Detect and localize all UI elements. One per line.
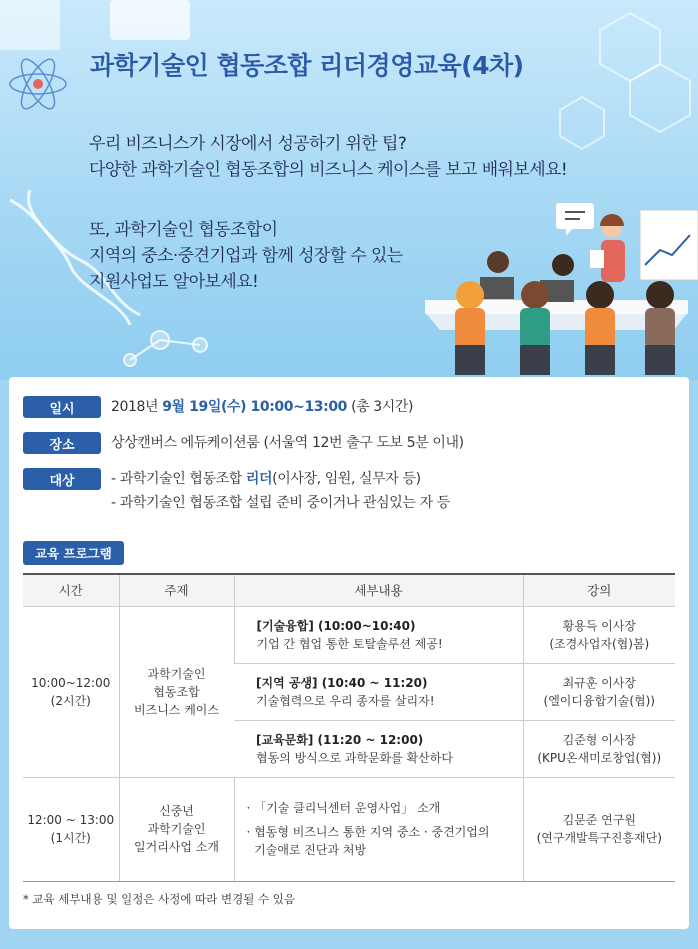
time-cell [23,777,119,881]
place-value: 상상캔버스 에듀케이션룸 (서울역 12번 출구 도보 5분 이내) [111,435,464,451]
detail-desc: 협동의 방식으로 과학문화를 확산하다 [256,750,453,765]
lecturer-name: 황용득 이사장 [562,618,636,633]
detail-desc: 기업 간 협업 통한 토탈솔루션 제공! [256,636,443,651]
detail-cell [234,663,523,720]
topic-cell [119,777,234,881]
date-row [23,396,413,419]
detail-title: [기술융합] (10:00~10:40) [256,618,416,633]
time-cell [23,606,119,777]
target-line-2: - 과학기술인 협동조합 설립 준비 중이거나 관심있는 자 등 [111,495,450,511]
lecturer-org: (KPU온새미로창업(협)) [537,750,662,765]
hero-banner [0,0,698,380]
table-row [23,777,675,881]
date-highlight: 9월 19일(수) 10:00~13:00 [162,399,348,415]
table-row [23,606,675,663]
header-detail: 세부내용 [234,574,523,606]
target-line-1 [111,467,450,491]
place-badge: 장소 [23,432,101,454]
detail-bullet-cont: 기술애로 진단과 처방 [246,843,367,857]
detail-bullet: · 협동형 비즈니스 통한 지역 중소 · 중견기업의 [246,825,490,839]
program-section-badge: 교육 프로그램 [23,541,124,565]
detail-bullet: · 「기술 클리닉센터 운영사업」 소개 [246,801,441,815]
intro-line: 또, 과학기술인 협동조합이 [89,220,278,240]
detail-cell [234,720,523,777]
topic-line: 과학기술인 [147,822,206,836]
program-table [23,573,675,882]
time-range: 10:00~12:00 [31,675,111,690]
detail-desc: 기술협력으로 우리 종자를 살리자! [256,693,435,708]
detail-cell [234,777,523,881]
intro-line: 지역의 중소·중견기업과 함께 성장할 수 있는 [89,246,403,266]
topic-line: 신중년 [159,804,194,818]
header-lecturer: 강의 [523,574,675,606]
header-topic: 주제 [119,574,234,606]
date-badge: 일시 [23,396,101,418]
table-header-row [23,574,675,606]
time-range: 12:00 ~ 13:00 [27,813,115,827]
date-suffix: (총 3시간) [347,399,414,415]
time-duration: (1시간) [50,831,91,845]
lecturer-cell [523,663,675,720]
intro-line: 우리 비즈니스가 시장에서 성공하기 위한 팁? [89,134,407,154]
target-highlight: 리더 [245,471,273,487]
date-value [111,395,413,419]
page-title: 과학기술인 협동조합 리더경영교육(4차) [90,51,524,80]
time-duration: (2시간) [50,693,91,708]
lecturer-cell [523,720,675,777]
info-card [9,377,689,929]
lecturer-org: (엘이디융합기술(협)) [543,693,655,708]
target-badge: 대상 [23,468,101,490]
target-value [111,467,450,515]
detail-title: [교육문화] (11:20 ~ 12:00) [256,732,424,747]
target-suffix: (이사장, 임원, 실무자 등) [272,471,421,487]
topic-cell [119,606,234,777]
detail-title: [지역 공생] (10:40 ~ 11:20) [256,675,428,690]
place-row [23,432,464,455]
lecturer-org: (연구개발특구진흥재단) [536,831,662,845]
target-prefix: - 과학기술인 협동조합 [111,471,246,487]
date-prefix: 2018년 [111,399,163,415]
lecturer-name: 김준형 이사장 [562,732,636,747]
target-row [23,468,450,515]
detail-cell [234,606,523,663]
lecturer-cell [523,606,675,663]
lecturer-cell [523,777,675,881]
intro-line: 지원사업도 알아보세요! [89,272,259,292]
intro-line: 다양한 과학기술인 협동조합의 비즈니스 케이스를 보고 배워보세요! [89,160,568,180]
lecturer-name: 김문준 연구원 [562,813,636,827]
topic-line: 과학기술인 [147,666,206,681]
topic-line: 일거리사업 소개 [134,840,219,854]
intro-paragraph-1 [89,131,689,183]
topic-line: 비즈니스 케이스 [134,702,219,717]
lecturer-name: 최규훈 이사장 [562,675,636,690]
topic-line: 협동조합 [153,684,200,699]
footnote: * 교육 세부내용 및 일정은 사정에 따라 변경될 수 있음 [23,892,295,906]
header-time: 시간 [23,574,119,606]
lecturer-org: (조경사업자(협)봄) [549,636,650,651]
intro-paragraph-2 [89,217,689,295]
atom-icon [10,55,66,113]
